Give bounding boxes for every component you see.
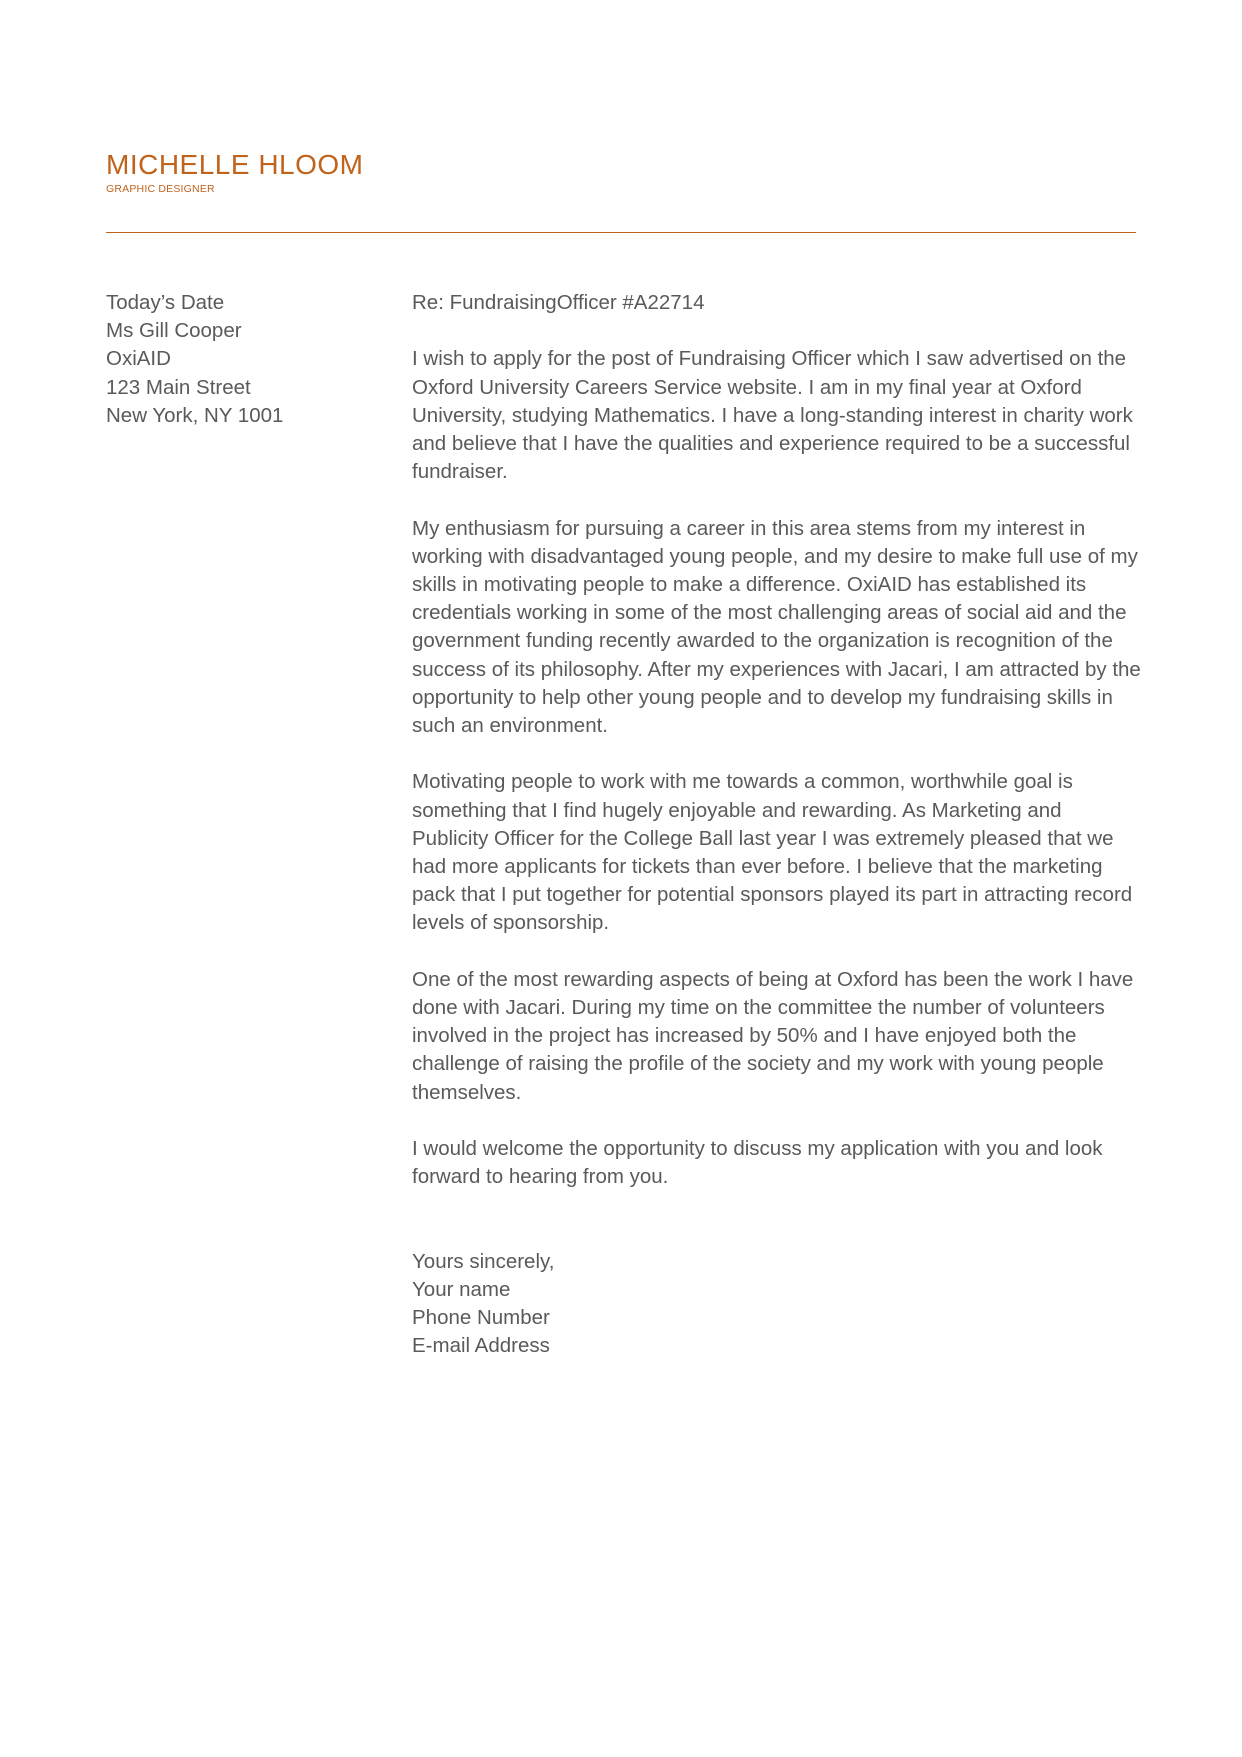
letterhead	[106, 148, 364, 196]
closing-email: E-mail Address	[412, 1334, 550, 1358]
sender-name: MICHELLE HLOOM	[106, 149, 364, 180]
closing-phone: Phone Number	[412, 1306, 550, 1330]
recipient-name: Ms Gill Cooper	[106, 319, 242, 343]
closing-salutation: Yours sincerely,	[412, 1249, 555, 1273]
body-paragraph: I wish to apply for the post of Fundraising Officer which I saw advertised on the Oxford University Careers Service website. I am in my final year at Oxford University, studying Mathematics. I have a long-standing interest in charity work and believe that I have the qualities and experience required to be a successful fundraiser.	[412, 347, 1133, 484]
letter-body	[412, 289, 1142, 1361]
sender-role: GRAPHIC DESIGNER	[106, 183, 215, 195]
letter-date: Today’s Date	[106, 291, 225, 314]
body-paragraph: One of the most rewarding aspects of being at Oxford has been the work I have done with Jacari. During my time on the committee the number of volunteers involved in the project has increased by 50% and I have enjoyed both the challenge of raising the profile of the society and my work with young people themselves.	[412, 967, 1134, 1104]
body-paragraph: I would welcome the opportunity to discuss my application with you and look forward to hearing from you.	[412, 1137, 1103, 1189]
letter-closing	[412, 1248, 1142, 1361]
recipient-block	[106, 289, 386, 430]
body-paragraph: Motivating people to work with me towards a common, worthwhile goal is something that I find hugely enjoyable and rewarding. As Marketing and Publicity Officer for the College Ball last year I was extremely pleased that we had more applicants for tickets than ever before. I believe that the marketing pack that I put together for potential sponsors played its part in attracting record levels of sponsorship.	[412, 770, 1133, 935]
closing-name: Your name	[412, 1278, 511, 1302]
recipient-company: OxiAID	[106, 347, 171, 371]
header-divider	[106, 232, 1136, 233]
body-paragraph: My enthusiasm for pursuing a career in this area stems from my interest in working with disadvantaged young people, and my desire to make full use of my skills in motivating people to make a difference. OxiAID has established its credentials working in some of the most challenging areas of social aid and the government funding recently awarded to the organization is recognition of the success of its philosophy. After my experiences with Jacari, I am attracted by the opportunity to help other young people and to develop my fundraising skills in such an environment.	[412, 516, 1141, 738]
letter-subject: Re: FundraisingOfficer #A22714	[412, 291, 705, 314]
recipient-street: 123 Main Street	[106, 375, 251, 399]
recipient-city: New York, NY 1001	[106, 403, 284, 427]
